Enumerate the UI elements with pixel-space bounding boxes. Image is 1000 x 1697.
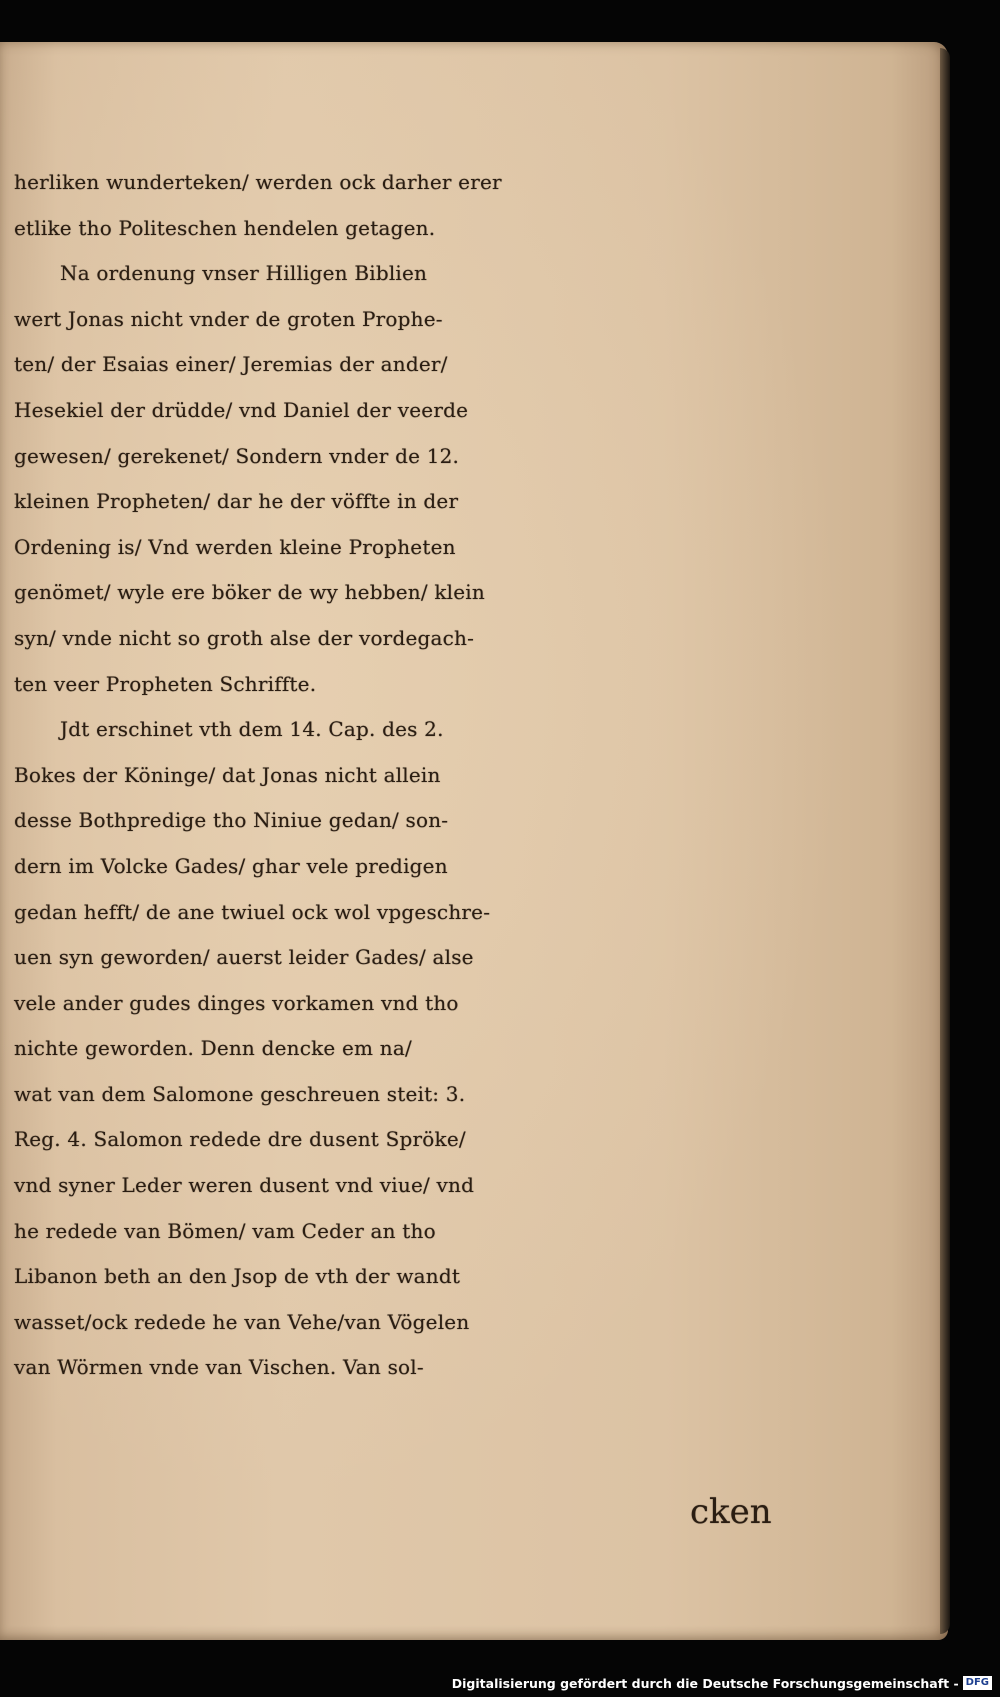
text-line: genömet/ wyle ere böker de wy hebben/ klein <box>14 580 485 605</box>
text-line: Hesekiel der drüdde/ vnd Daniel der veerde <box>14 397 469 422</box>
text-line: desse Bothpredige tho Niniue gedan/ son- <box>14 808 449 833</box>
text-line: Ordening is/ Vnd werden kleine Propheten <box>14 534 456 559</box>
text-line: vele ander gudes dinges vorkamen vnd tho <box>14 990 459 1015</box>
text-line: he redede van Bömen/ vam Ceder an tho <box>14 1218 436 1243</box>
text-line: Na ordenung vnser Hilligen Biblien <box>60 261 428 286</box>
text-block <box>14 160 914 1391</box>
credit-text: Digitalisierung gefördert durch die Deutsche Forschungsgemeinschaft - <box>451 1675 959 1691</box>
text-line: wasset/ock redede he van Vehe/van Vögelen <box>14 1309 470 1334</box>
text-line: Libanon beth an den Jsop de vth der wandt <box>14 1264 461 1289</box>
text-line: dern im Volcke Gades/ ghar vele predigen <box>14 853 448 878</box>
text-line: Jdt erschinet vth dem 14. Cap. des 2. <box>60 717 444 742</box>
dfg-logo: DFG <box>963 1676 992 1690</box>
text-line: nichte geworden. Denn dencke em na/ <box>14 1036 412 1061</box>
text-line: gewesen/ gerekenet/ Sondern vnder de 12. <box>14 443 460 468</box>
text-line: gedan hefft/ de ane twiuel ock wol vpgeschre- <box>14 899 491 924</box>
page-edge <box>940 48 950 1634</box>
text-line: van Wörmen vnde van Vischen. Van sol- <box>14 1355 424 1380</box>
text-line: vnd syner Leder weren dusent vnd viue/ vnd <box>14 1173 475 1198</box>
text-line: wat van dem Salomone geschreuen steit: 3. <box>14 1081 466 1106</box>
text-line: kleinen Propheten/ dar he der vöffte in der <box>14 489 459 514</box>
text-line: herliken wunderteken/ werden ock darher erer <box>14 170 502 194</box>
text-line: ten veer Propheten Schriffte. <box>14 671 317 696</box>
catchword: cken <box>690 1492 772 1532</box>
text-line: Bokes der Köninge/ dat Jonas nicht allein <box>14 762 441 787</box>
text-line: etlike tho Politeschen hendelen getagen. <box>14 215 436 240</box>
text-line: ten/ der Esaias einer/ Jeremias der ander/ <box>14 352 448 377</box>
text-line: syn/ vnde nicht so groth alse der vordegach- <box>14 625 475 650</box>
text-line: uen syn geworden/ auerst leider Gades/ alse <box>14 945 474 970</box>
text-line: wert Jonas nicht vnder de groten Prophe- <box>14 306 443 331</box>
digitization-credit <box>452 1673 992 1693</box>
book-page <box>0 42 948 1640</box>
text-line: Reg. 4. Salomon redede dre dusent Spröke/ <box>14 1127 466 1152</box>
